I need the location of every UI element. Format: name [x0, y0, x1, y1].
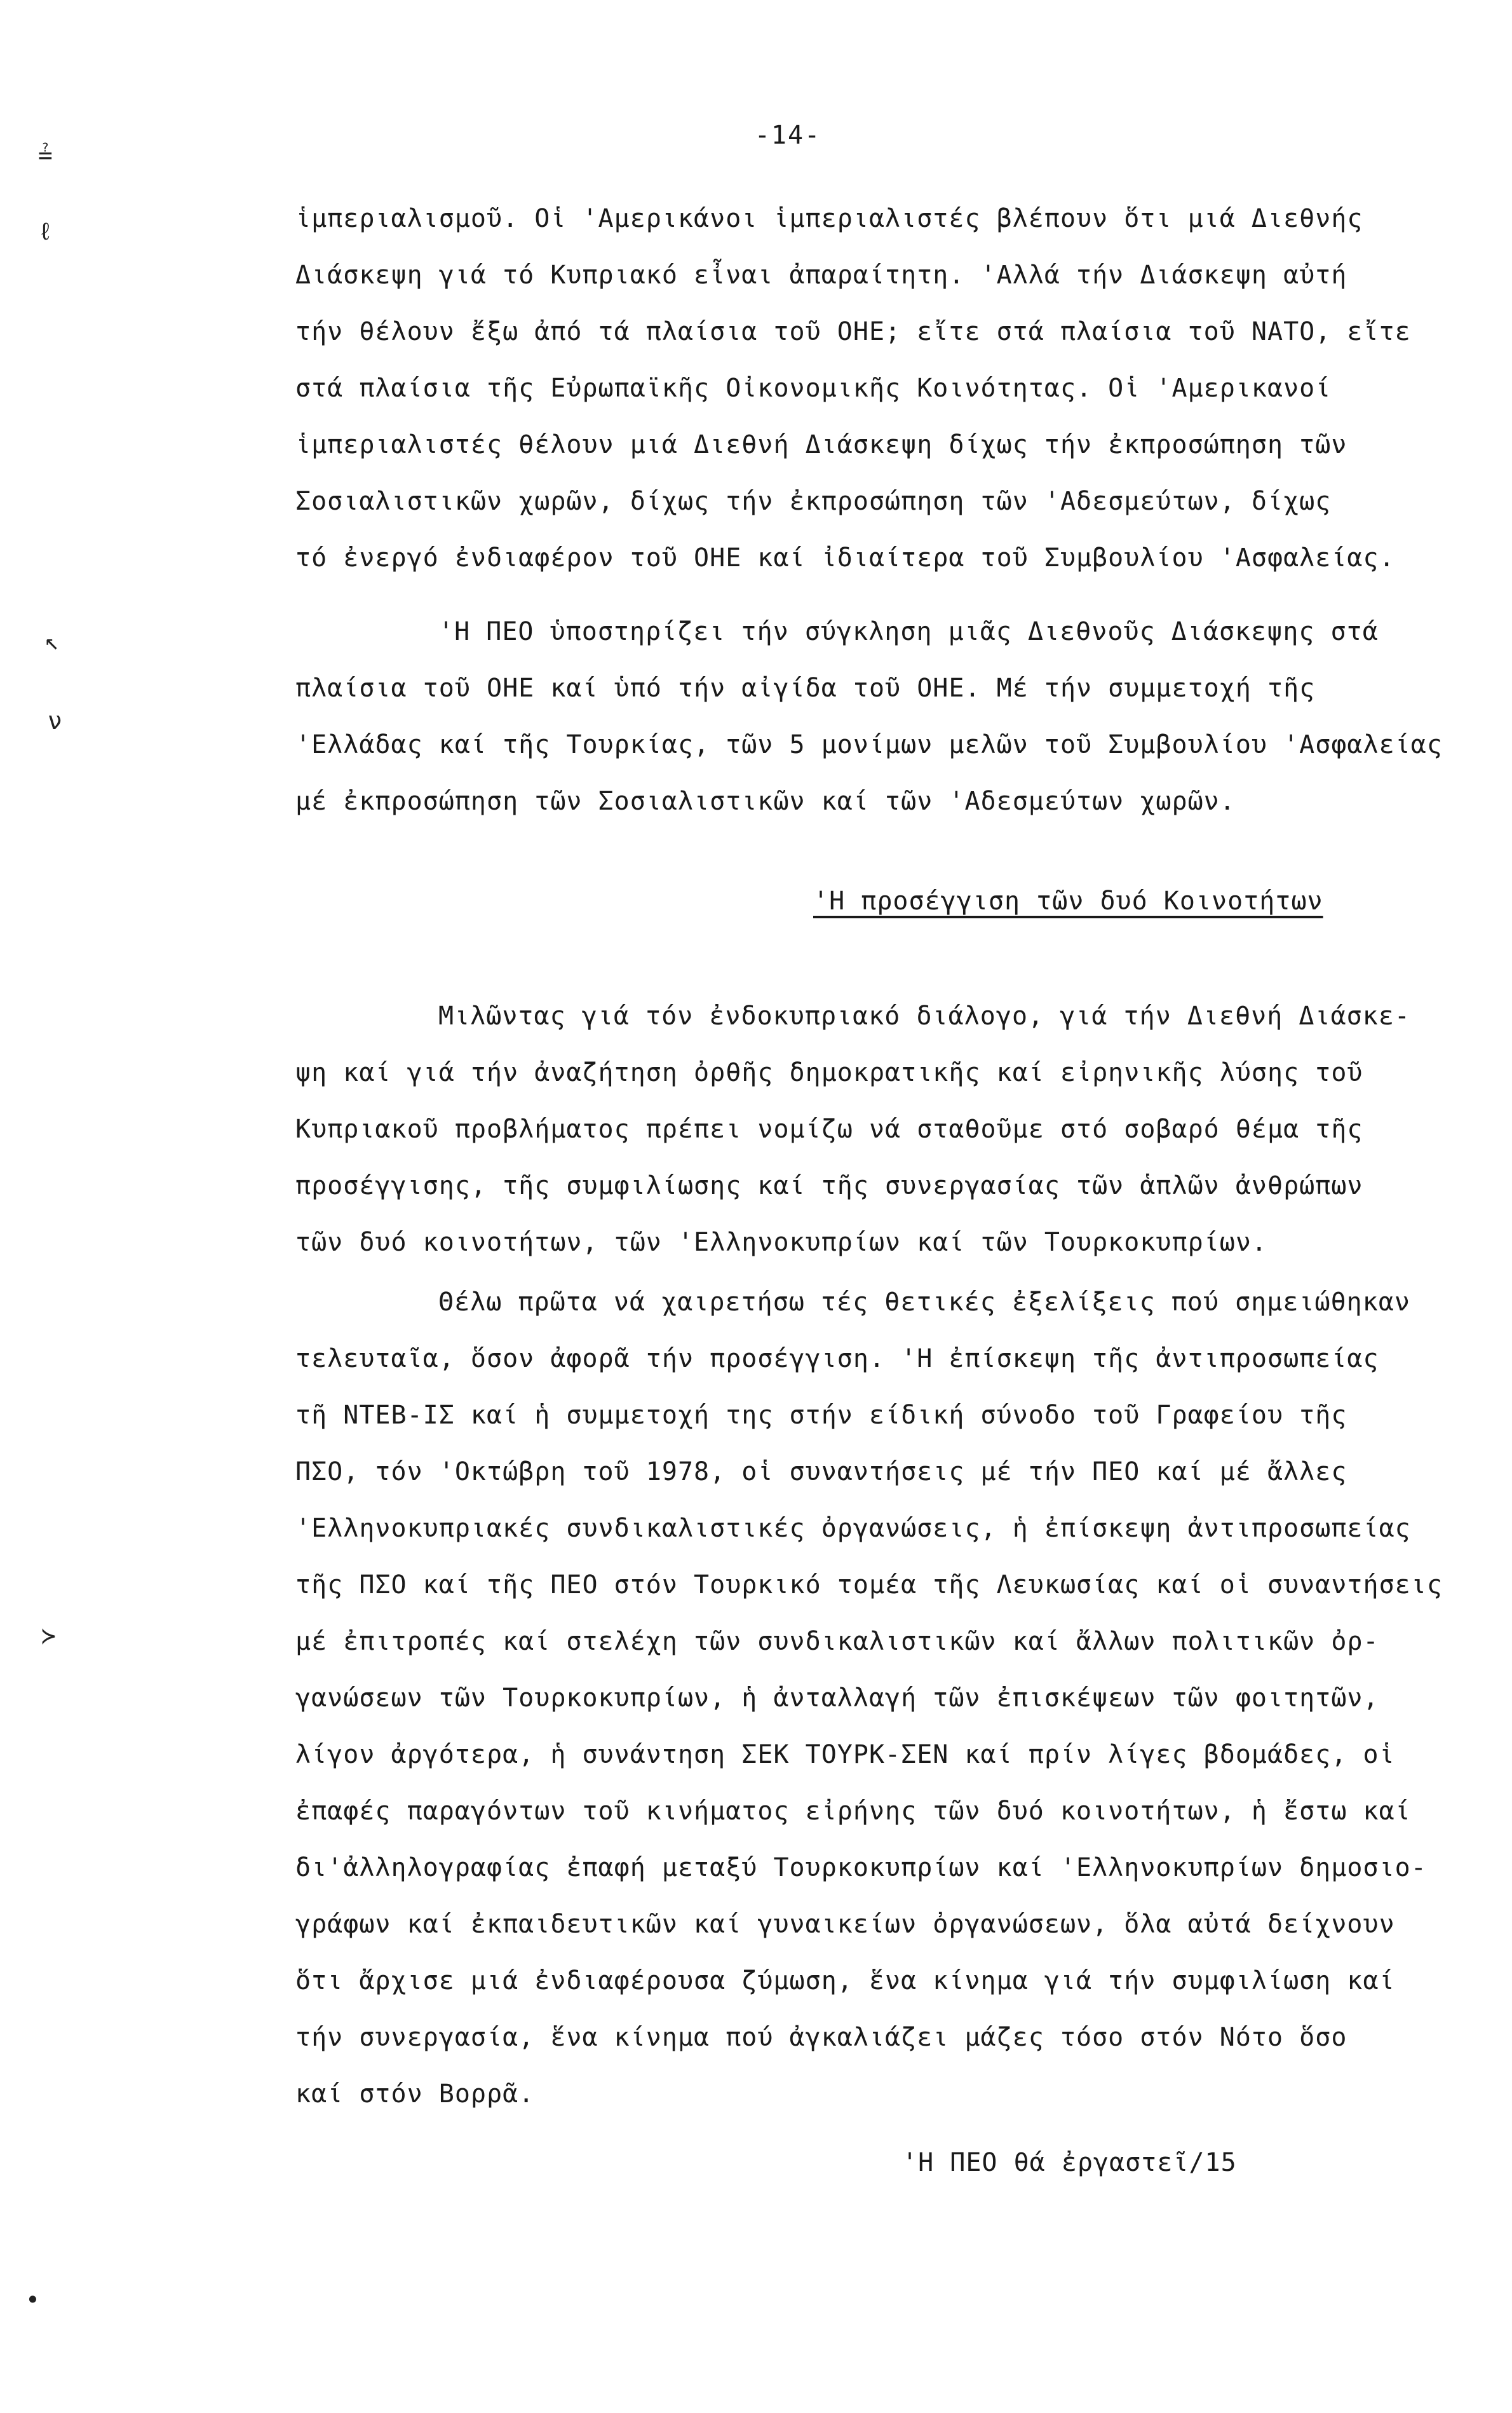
text-line: Διάσκεψη γιά τό Κυπριακό εἶναι ἀπαραίτητη. 'Αλλά τήν Διάσκεψη αὐτή	[295, 261, 1347, 290]
text-line: τῆ ΝΤΕΒ-ΙΣ καί ἡ συμμετοχή της στήν είδική σύνοδο τοῦ Γραφείου τῆς	[295, 1401, 1347, 1430]
text-line: τήν συνεργασία, ἕνα κίνημα πού ἀγκαλιάζει μάζες τόσο στόν Νότο ὅσο	[295, 2023, 1347, 2052]
text-line: 'Ελλάδας καί τῆς Τουρκίας, τῶν 5 μονίμων μελῶν τοῦ Συμβουλίου 'Ασφαλείας	[295, 730, 1443, 759]
page-number: -14-	[754, 121, 821, 150]
text-line: 'Ελληνοκυπριακές συνδικαλιστικές ὀργανώσεις, ἡ ἐπίσκεψη ἀντιπροσωπείας	[295, 1514, 1411, 1543]
paragraph	[295, 191, 1458, 587]
margin-mark: •	[25, 2286, 40, 2314]
margin-mark: ≟	[38, 141, 53, 169]
paragraph	[295, 988, 1458, 1271]
margin-mark: ℓ	[38, 217, 53, 245]
text-line: ἱμπεριαλιστές θέλουν μιά Διεθνή Διάσκεψη δίχως τήν ἐκπροσώπηση τῶν	[295, 430, 1347, 459]
text-line: δι'ἀλληλογραφίας ἐπαφή μεταξύ Τουρκοκυπρίων καί 'Ελληνοκυπρίων δημοσιο-	[295, 1853, 1427, 1882]
text-line: καί στόν Βορρᾶ.	[295, 2079, 535, 2109]
margin-mark: ν	[48, 707, 62, 735]
text-line: Θέλω πρῶτα νά χαιρετήσω τές θετικές ἐξελίξεις πού σημειώθηκαν	[438, 1288, 1411, 1317]
text-line: ὅτι ἄρχισε μιά ἐνδιαφέρουσα ζύμωση, ἕνα κίνημα γιά τήν συμφιλίωση καί	[295, 1966, 1395, 1995]
text-line: ψη καί γιά τήν ἀναζήτηση ὀρθῆς δημοκρατικῆς καί εἰρηνικῆς λύσης τοῦ	[295, 1058, 1363, 1087]
text-line: προσέγγισης, τῆς συμφιλίωσης καί τῆς συνεργασίας τῶν ἁπλῶν ἀνθρώπων	[295, 1171, 1363, 1200]
text-line: τήν θέλουν ἔξω ἀπό τά πλαίσια τοῦ ΟΗΕ; εἴτε στά πλαίσια τοῦ ΝΑΤΟ, εἴτε	[295, 317, 1411, 346]
text-line: τελευταῖα, ὅσον ἀφορᾶ τήν προσέγγιση. 'Η ἐπίσκεψη τῆς ἀντιπροσωπείας	[295, 1344, 1379, 1373]
text-line: λίγον ἀργότερα, ἡ συνάντηση ΣΕΚ ΤΟΥΡΚ-ΣΕΝ καί πρίν λίγες βδομάδες, οἱ	[295, 1740, 1395, 1769]
text-line: γράφων καί ἐκπαιδευτικῶν καί γυναικείων ὀργανώσεων, ὅλα αὐτά δείχνουν	[295, 1910, 1395, 1939]
closing-catchword: 'Η ΠΕΟ θά ἐργαστεῖ/15	[902, 2148, 1237, 2177]
margin-mark: ≻	[41, 1622, 56, 1650]
text-line: γανώσεων τῶν Τουρκοκυπρίων, ἡ ἀνταλλαγή τῶν ἐπισκέψεων τῶν φοιτητῶν,	[295, 1683, 1379, 1713]
text-line: στά πλαίσια τῆς Εὐρωπαϊκῆς Οἰκονομικῆς Κοινότητας. Οἱ 'Αμερικανοί	[295, 374, 1332, 403]
text-line: τό ἐνεργό ἐνδιαφέρον τοῦ ΟΗΕ καί ἰδιαίτερα τοῦ Συμβουλίου 'Ασφαλείας.	[295, 543, 1395, 573]
text-line: ΠΣΟ, τόν 'Οκτώβρη τοῦ 1978, οἱ συναντήσεις μέ τήν ΠΕΟ καί μέ ἄλλες	[295, 1457, 1347, 1486]
margin-mark: ↖	[44, 627, 59, 655]
text-line: Μιλῶντας γιά τόν ἐνδοκυπριακό διάλογο, γιά τήν Διεθνή Διάσκε-	[438, 1002, 1411, 1031]
text-line: Σοσιαλιστικῶν χωρῶν, δίχως τήν ἐκπροσώπηση τῶν 'Αδεσμεύτων, δίχως	[295, 487, 1332, 516]
text-line: 'Η ΠΕΟ ὑποστηρίζει τήν σύγκληση μιᾶς Διεθνοῦς Διάσκεψης στά	[438, 617, 1379, 646]
text-line: Κυπριακοῦ προβλήματος πρέπει νομίζω νά σταθοῦμε στό σοβαρό θέμα τῆς	[295, 1115, 1363, 1144]
text-line: ἱμπεριαλισμοῦ. Οἱ 'Αμερικάνοι ἱμπεριαλιστές βλέπουν ὅτι μιά Διεθνής	[295, 204, 1363, 233]
text-line: τῶν δυό κοινοτήτων, τῶν 'Ελληνοκυπρίων καί τῶν Τουρκοκυπρίων.	[295, 1228, 1268, 1257]
text-line: πλαίσια τοῦ ΟΗΕ καί ὑπό τήν αἰγίδα τοῦ ΟΗΕ. Μέ τήν συμμετοχή τῆς	[295, 674, 1316, 703]
text-line: μέ ἐκπροσώπηση τῶν Σοσιαλιστικῶν καί τῶν 'Αδεσμεύτων χωρῶν.	[295, 787, 1236, 816]
section-heading: 'Η προσέγγιση τῶν δυό Κοινοτήτων	[813, 887, 1323, 916]
paragraph	[295, 604, 1458, 830]
text-line: τῆς ΠΣΟ καί τῆς ΠΕΟ στόν Τουρκικό τομέα τῆς Λευκωσίας καί οἱ συναντήσεις	[295, 1570, 1443, 1600]
text-line: ἐπαφές παραγόντων τοῦ κινήματος εἰρήνης τῶν δυό κοινοτήτων, ἡ ἔστω καί	[295, 1797, 1411, 1826]
paragraph	[295, 1274, 1458, 2123]
text-line: μέ ἐπιτροπές καί στελέχη τῶν συνδικαλιστικῶν καί ἄλλων πολιτικῶν ὀρ-	[295, 1627, 1379, 1656]
